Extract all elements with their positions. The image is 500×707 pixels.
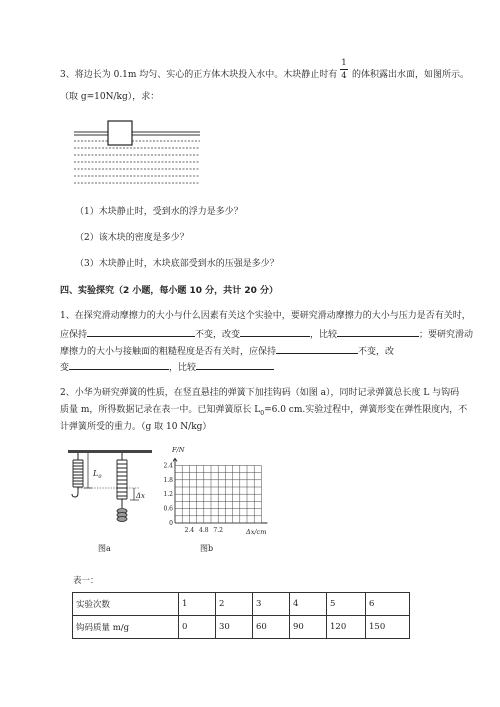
p1-line2 — [60, 327, 473, 341]
q3-text-line1: 3、将边长为 0.1m 均匀、实心的正方体木块投入水中。木块静止时有 — [60, 70, 338, 80]
fraction-numerator: 1 — [341, 58, 347, 68]
floating-block-figure — [74, 119, 200, 187]
p2-line3: 计弹簧所受的重力。（g 取 10 N/kg） — [60, 422, 212, 432]
label-dx: Δx — [136, 492, 146, 500]
q3-subquestion-3: （3）木块静止时，木块底部受到水的压强是多少？ — [75, 259, 279, 269]
p1-text: 不变，改变 — [195, 330, 241, 340]
p1-text: ；要研究滑动 — [419, 330, 474, 340]
q3-subquestion-1: （1）木块静止时，受到水的浮力是多少？ — [75, 207, 243, 217]
section-heading: 四、实验探究（2 小题，每小题 10 分，共计 20 分） — [60, 286, 278, 296]
subscript-zero: 0 — [260, 409, 265, 417]
table-cell: 150 — [366, 616, 410, 639]
table-cell: 120 — [327, 616, 366, 639]
table-cell: 60 — [253, 616, 290, 639]
y-tick-label: 2.4 — [163, 462, 173, 470]
table-cell: 5 — [327, 593, 366, 616]
data-table — [72, 592, 410, 639]
p2-line2 — [60, 404, 467, 420]
p2-text: =6.0 cm.实验过程中，弹簧形变在弹性限度内，不 — [264, 405, 468, 415]
answer-blank[interactable] — [240, 327, 310, 337]
fraction-denominator: 4 — [341, 71, 347, 81]
table-cell: 3 — [253, 593, 290, 616]
answer-blank[interactable] — [87, 327, 195, 337]
y-tick-label: 1.2 — [163, 491, 173, 499]
answer-blank[interactable] — [337, 327, 419, 337]
p2-line1: 2、小华为研究弹簧的性质，在竖直悬挂的弹簧下加挂钩码（如图 a），同时记录弹簧总长度 L 与钩码 — [60, 388, 460, 398]
p2-text: 质量 m，所得数据记录在表一中。已知弹簧原长 L — [60, 405, 261, 415]
y-tick-label: 0.6 — [163, 505, 173, 513]
figure-a-caption: 图a — [98, 544, 111, 553]
p1-text: ，比较 — [169, 363, 197, 373]
table-cell: 6 — [366, 593, 410, 616]
answer-blank[interactable] — [196, 360, 274, 370]
force-extension-grid — [156, 446, 276, 542]
y-tick-label: 0 — [169, 520, 173, 527]
p1-text: ，比较 — [310, 330, 338, 340]
chart-grid — [173, 458, 267, 523]
p1-line1: 1、在探究滑动摩擦力的大小与什么因素有关这个实验中，要研究滑动摩擦力的大小与压力是否有关时， — [60, 311, 471, 321]
table-cell: 0 — [179, 616, 216, 639]
table-cell: 实验次数 — [73, 593, 179, 616]
answer-blank[interactable] — [69, 360, 169, 370]
q3-subquestion-2: （2）该木块的密度是多少？ — [75, 233, 189, 243]
q3-text-line1-end: 的体积露出水面，如图所示。 — [352, 70, 470, 80]
p1-text: 变 — [60, 363, 70, 373]
p1-text: 摩擦力的大小与接触面的粗糙程度是否有关时，应保持 — [60, 347, 277, 357]
x-axis-label: Δx/cm — [246, 528, 267, 536]
x-ticks — [185, 527, 224, 534]
axis-arrows — [173, 458, 267, 523]
table-cell: 2 — [216, 593, 253, 616]
label-L0: $L_0$ — [93, 469, 102, 480]
x-tick-label: 7.2 — [213, 527, 223, 534]
table-cell: 钩码质量 m/g — [73, 616, 179, 639]
table-label: 表一： — [73, 576, 99, 586]
figure-b-caption: 图b — [200, 544, 214, 553]
table-cell: 4 — [290, 593, 327, 616]
p1-line3 — [60, 344, 394, 358]
fraction-one-quarter — [340, 58, 348, 81]
table-cell: 1 — [179, 593, 216, 616]
p1-text: 不变，改 — [358, 347, 395, 357]
x-tick-label: 4.8 — [199, 527, 209, 534]
p1-text: 应保持 — [60, 330, 88, 340]
y-axis-label: F/N — [172, 446, 185, 454]
table-cell: 30 — [216, 616, 253, 639]
table-row — [73, 616, 410, 639]
q3-text-line2: （取 g=10N/kg），求： — [60, 92, 160, 102]
x-tick-label: 2.4 — [184, 527, 195, 534]
answer-blank[interactable] — [276, 344, 358, 354]
y-tick-label: 1.8 — [163, 476, 173, 484]
p1-line4 — [60, 360, 274, 374]
table-cell: 90 — [290, 616, 327, 639]
table-row — [73, 593, 410, 616]
spring-figure-a — [64, 444, 159, 544]
y-ticks — [163, 462, 173, 527]
